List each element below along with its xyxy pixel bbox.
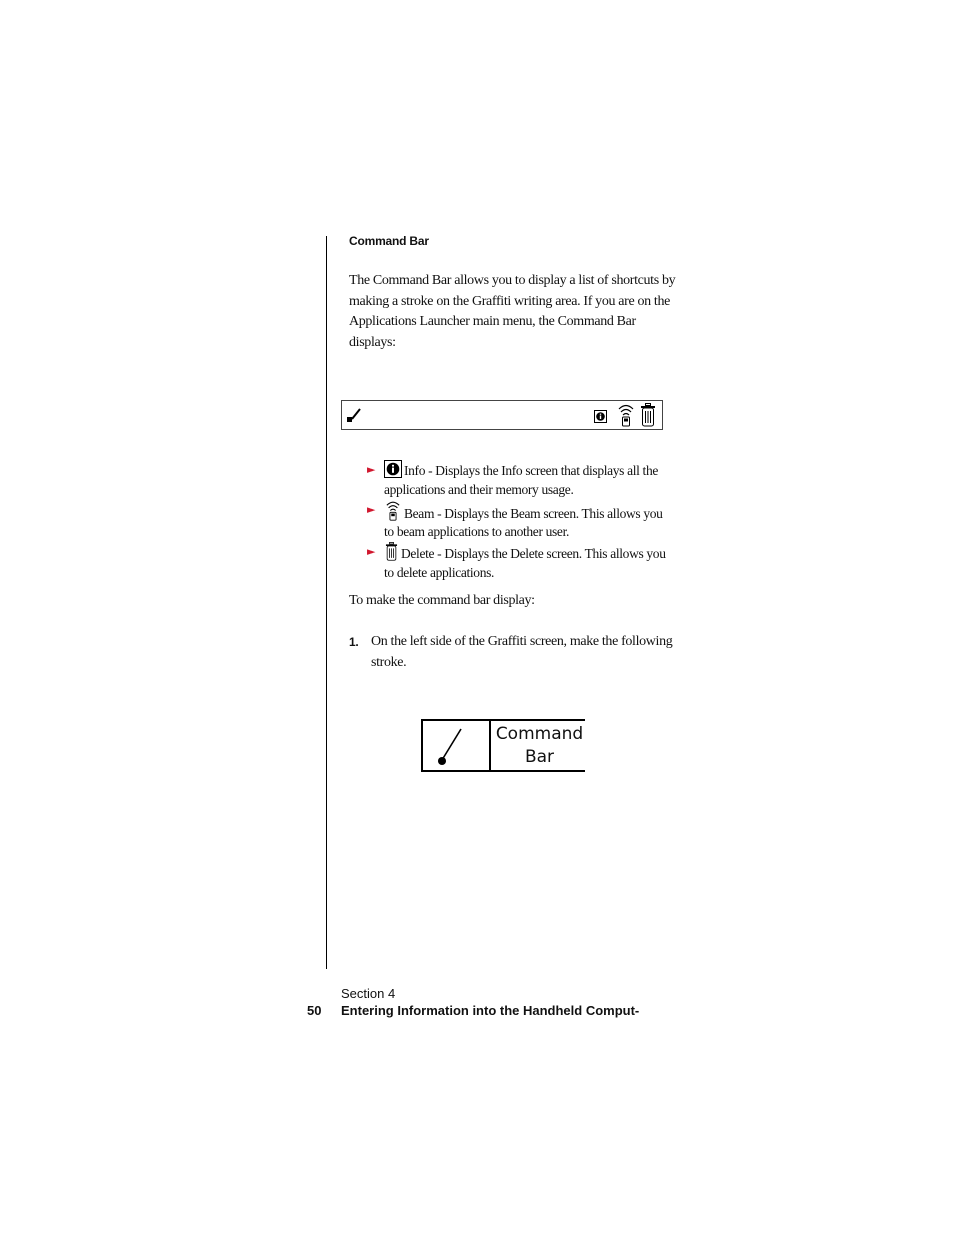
stroke-label-line1: Command (495, 724, 584, 744)
section-heading: Command Bar (349, 234, 429, 248)
step-number: 1. (349, 635, 359, 649)
footer-chapter-title: Entering Information into the Handheld Comput- (341, 1003, 640, 1018)
list-item-text: Info - Displays the Info screen that displays all the applications and their memory usage. (384, 463, 659, 497)
stroke-label-line2: Bar (524, 747, 555, 767)
beam-icon (384, 500, 402, 521)
list-item-beam (367, 500, 672, 542)
step-1 (349, 632, 679, 673)
command-stroke-icon (346, 407, 362, 423)
list-item-info (367, 460, 672, 499)
instruction-text: To make the command bar display: (349, 593, 535, 608)
list-item-text: Beam - Displays the Beam screen. This allows you to beam applications to another user. (384, 505, 663, 539)
beam-icon (618, 403, 634, 427)
stroke-label (493, 723, 586, 769)
info-icon (594, 410, 607, 423)
delete-icon (384, 542, 399, 561)
figure-divider (489, 721, 491, 770)
intro-paragraph: The Command Bar allows you to display a list of shortcuts by making a stroke on the Graffiti writing area. If you are on the Applications Launcher main menu, the Command Bar displays: (349, 273, 676, 350)
info-icon (384, 460, 402, 478)
bullet-arrow-icon: ► (367, 502, 376, 516)
bullet-arrow-icon: ► (367, 545, 376, 558)
list-item-delete (367, 542, 672, 582)
page-number: 50 (307, 1003, 322, 1018)
command-bar-figure (341, 400, 663, 430)
delete-icon (640, 403, 656, 427)
bullet-arrow-icon: ► (367, 463, 376, 476)
stroke-figure (421, 719, 585, 772)
command-stroke-icon (431, 727, 481, 767)
list-item-text: Delete - Displays the Delete screen. This allows you to delete applications. (384, 546, 666, 580)
margin-rule (326, 236, 327, 969)
footer-section: Section 4 (341, 986, 396, 1001)
step-text: On the left side of the Graffiti screen, make the following stroke. (371, 634, 673, 670)
command-list (367, 460, 672, 583)
